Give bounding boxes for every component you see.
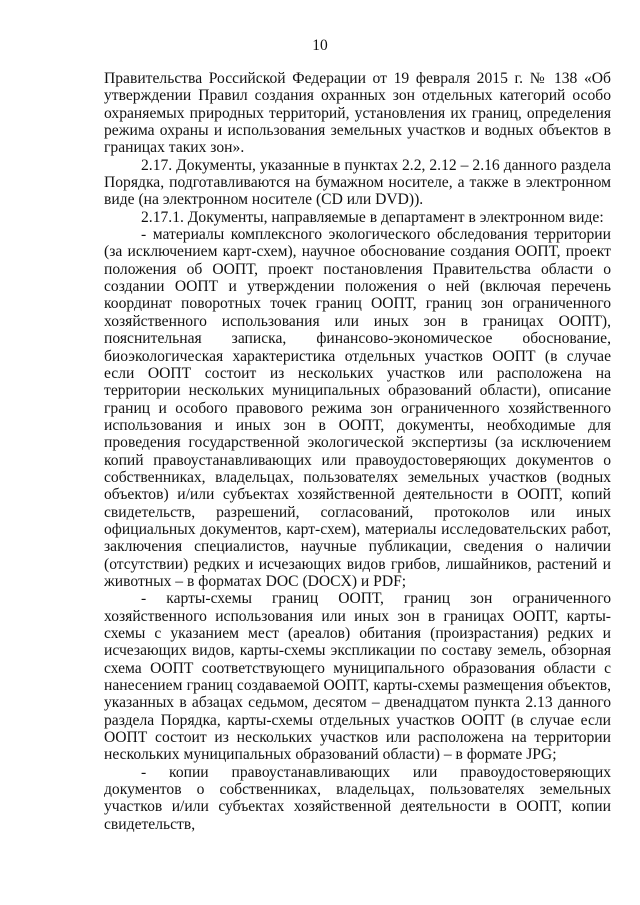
list-item-doc-pdf-materials: - материалы комплексного экологического обследования территории (за исключением карт-схем), научное обоснование создания ООПТ, проект положения об ООПТ, проект постановления Правительства области о создании ООПТ и утверждении положения о ней (включая перечень координат поворотных точек границ ООПТ, границ зон ограниченного хозяйственного использования или иных зон в границах ООПТ), пояснительная записка, финансово-экономическое обоснование, биоэкологическая характеристика отдельных участков ООПТ (в случае если ООПТ состоит из нескольких участков или расположена на территории нескольких муниципальных образований области), описание границ и особого правового режима зон ограниченного хозяйственного использования и иных зон в ООПТ, документы, необходимые для проведения государственной экологической экспертизы (за исключением копий правоустанавливающих или правоудостоверяющих документов о собственниках, владельцах, пользователях земельных участков (водных объектов) и/или субъектах хозяйственной деятельности в ООПТ, копий свидетельств, разрешений, согласований, протоколов или иных официальных документов, карт-схем), материалы исследовательских работ, заключения специалистов, научные публикации, сведения о наличии (отсутствии) редких и исчезающих видов грибов, лишайников, растений и животных – в форматах DOC (DOCX) и PDF;: [104, 226, 611, 590]
document-body: [104, 70, 611, 833]
page-number: 10: [312, 37, 328, 54]
paragraph-decree-reference: Правительства Российской Федерации от 19 февраля 2015 г. № 138 «Об утверждении Правил создания охранных зон отдельных категорий особо охраняемых природных территорий, установления их границ, определения режима охраны и использования земельных участков и водных объектов в границах таких зон».: [104, 70, 611, 157]
list-item-document-copies: - копии правоустанавливающих или правоудостоверяющих документов о собственниках, владельцах, пользователях земельных участков и/или субъектах хозяйственной деятельности в ООПТ, копии свидетельств,: [104, 763, 611, 833]
paragraph-2-17: 2.17. Документы, указанные в пунктах 2.2, 2.12 – 2.16 данного раздела Порядка, подготавливаются на бумажном носителе, а также в электронном виде (на электронном носителе (CD или DVD)).: [104, 156, 611, 209]
list-item-jpg-maps: - карты-схемы границ ООПТ, границ зон ограниченного хозяйственного использования или иных зон в границах ООПТ, карты-схемы с указанием мест (ареалов) обитания (произрастания) редких и исчезающих видов, карты-схемы экспликации по составу земель, обзорная схема ООПТ соответствующего муниципального образования области с нанесением границ создаваемой ООПТ, карты-схемы размещения объектов, указанных в абзацах седьмом, десятом – двенадцатом пункта 2.13 данного раздела Порядка, карты-схемы отдельных участков ООПТ (в случае если ООПТ состоит из нескольких участков или расположена на территории нескольких муниципальных образований области) – в формате JPG;: [104, 590, 611, 764]
paragraph-2-17-1: 2.17.1. Документы, направляемые в департамент в электронном виде:: [141, 208, 604, 226]
